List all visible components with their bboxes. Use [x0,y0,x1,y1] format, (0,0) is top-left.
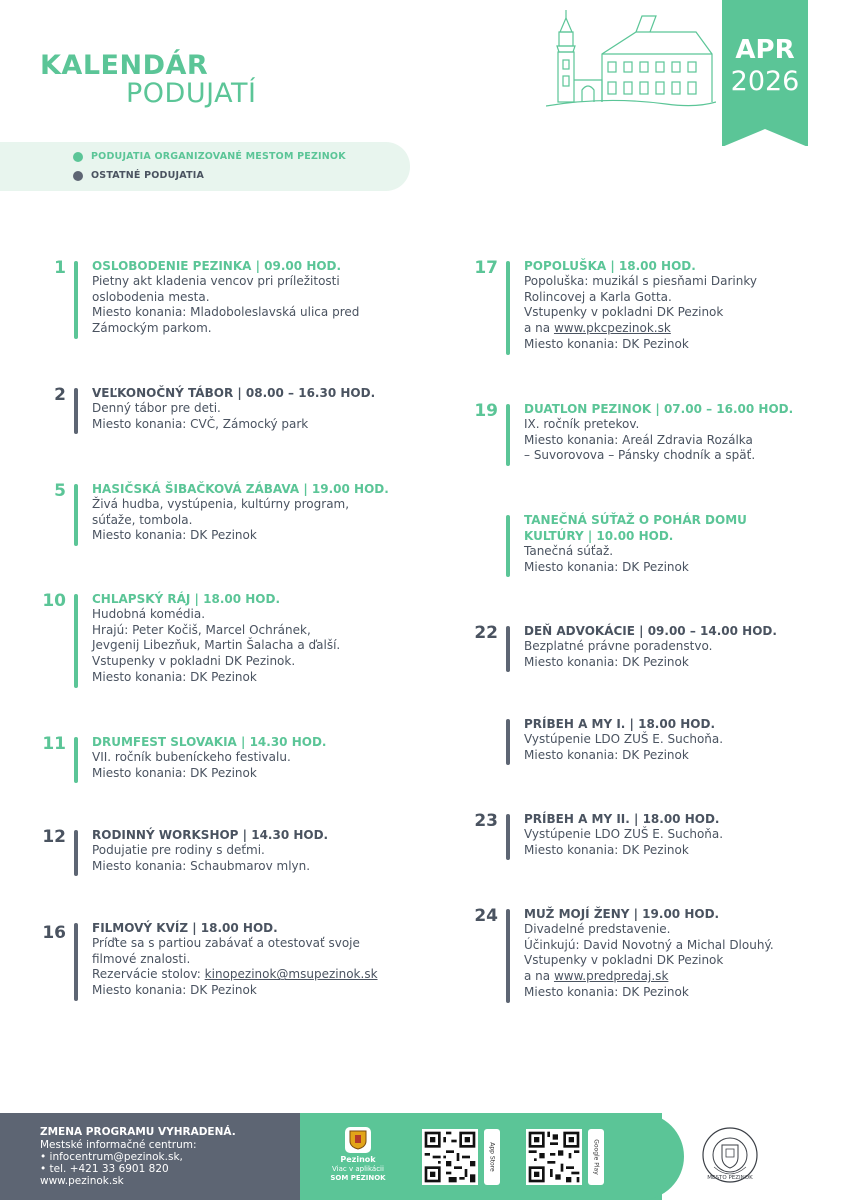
event-day: 2 [54,385,66,405]
app-line-1: Viac v aplikácii [332,1165,384,1173]
event-day: 12 [42,827,66,847]
event-line: Miesto konania: DK Pezinok [92,528,257,543]
event-line: Vstupenky v pokladni DK Pezinok [524,953,724,968]
google-play-label: Google Play [592,1139,600,1175]
event-title: MUŽ MOJÍ ŽENY | 19.00 HOD. [524,907,720,921]
event-body [92,591,340,686]
event-line: Miesto konania: Mladoboleslavská ulica pred [92,305,360,320]
legend-label-organized: PODUJATIA ORGANIZOVANÉ MESTOM PEZINOK [91,151,346,162]
web-link[interactable]: www.predpredaj.sk [553,969,669,984]
qr-code-app-store[interactable] [422,1129,478,1185]
legend-box [0,142,410,191]
event-title-cont: KULTÚRY | 10.00 HOD. [524,529,674,543]
event-bar [506,261,510,355]
event-title: VEĽKONOČNÝ TÁBOR | 08.00 – 16.30 HOD. [92,386,376,400]
event-line: Miesto konania: DK Pezinok [92,983,257,998]
event-line: Hudobná komédia. [92,607,206,621]
event-bar [74,594,78,688]
event-bar [506,515,510,577]
link-prefix: a na [524,969,554,984]
event-title: HASIČSKÁ ŠIBAČKOVÁ ZÁBAVA | 19.00 HOD. [92,482,389,496]
month-year: 2026 [730,66,800,97]
legend-item-organized [73,151,346,162]
footer-web[interactable]: www.pezinok.sk [40,1175,124,1187]
event-title: CHLAPSKÝ RÁJ | 18.00 HOD. [92,592,281,606]
event-body [92,258,359,337]
event-line: Zámockým parkom. [92,321,212,336]
event-day: 23 [474,811,498,831]
event-bar [74,484,78,546]
event-line: Miesto konania: DK Pezinok [524,984,689,999]
event-bar [74,830,78,876]
event-day: 24 [474,906,498,926]
event-day: 22 [474,623,498,643]
event-title: PRÍBEH A MY I. | 18.00 HOD. [524,717,715,731]
event-line: VII. ročník bubeníckeho festivalu. [92,750,291,764]
app-store-label: App Store [488,1142,496,1172]
event-day: 19 [474,401,498,421]
event-line: Vstupenky v pokladni DK Pezinok. [92,654,296,669]
footer-contact [0,1113,300,1200]
gray-dot-icon [73,171,83,181]
event-line: Miesto konania: Areál Zdravia Rozálka [524,432,753,447]
web-link[interactable]: www.pkcpezinok.sk [553,321,671,336]
event-bar [74,388,78,434]
event-line: Rolincovej a Karla Gotta. [524,289,672,304]
page-title [40,52,256,108]
event-line: Vystúpenie LDO ZUŠ E. Suchoňa. [524,732,724,746]
event-line: Denný tábor pre deti. [92,401,221,415]
event-bar [74,923,78,1001]
title-line-2: PODUJATÍ [126,78,257,109]
email-link[interactable]: kinopezinok@msupezinok.sk [204,967,378,982]
google-play-badge[interactable] [588,1129,604,1185]
event-bar [506,909,510,1003]
footer-phone[interactable]: • tel. +421 33 6901 820 [40,1163,169,1175]
event-line: Jevgenij Libezňuk, Martin Šalacha a ďalší. [92,638,341,653]
event-line: Miesto konania: DK Pezinok [524,747,689,762]
month-tab [722,0,808,146]
event-line: oslobodenia mesta. [92,289,210,304]
event-body [524,811,723,858]
town-hall-illustration [546,10,716,110]
event-line-link [92,967,378,983]
app-name: Pezinok [340,1155,376,1164]
event-line: Miesto konania: CVČ, Zámocký park [92,416,309,431]
event-line: Tanečná súťaž. [524,544,614,558]
event-line: Hrajú: Peter Kočiš, Marcel Ochránek, [92,622,311,637]
event-title: TANEČNÁ SÚŤAŽ O POHÁR DOMU [524,513,747,527]
event-day: 11 [42,734,66,754]
event-title: DUATLON PEZINOK | 07.00 – 16.00 HOD. [524,402,794,416]
event-bar [506,719,510,765]
month-name: APR [735,35,795,65]
green-dot-icon [73,152,83,162]
event-day: 17 [474,258,498,278]
event-body [92,734,326,781]
event-line: Vystúpenie LDO ZUŠ E. Suchoňa. [524,827,724,841]
event-title: PRÍBEH A MY II. | 18.00 HOD. [524,812,720,826]
event-line: Miesto konania: DK Pezinok [524,336,689,351]
event-day: 1 [54,258,66,278]
link-prefix: a na [524,321,554,336]
event-body [524,512,747,575]
event-bar [74,261,78,339]
event-body [524,258,757,353]
event-line: Divadelné predstavenie. [524,922,671,936]
event-day: 5 [54,481,66,501]
event-title: RODINNÝ WORKSHOP | 14.30 HOD. [92,828,329,842]
event-title: DRUMFEST SLOVAKIA | 14.30 HOD. [92,735,327,749]
event-line-link [524,321,757,337]
event-bar [506,404,510,466]
event-body [524,623,777,670]
footer-info: Mestské informačné centrum: [40,1139,197,1151]
event-bar [506,814,510,860]
legend-label-other: OSTATNÉ PODUJATIA [91,170,205,181]
seal-text: MESTO PEZINOK [707,1175,753,1181]
app-promo[interactable] [326,1127,390,1182]
event-title: OSLOBODENIE PEZINKA | 09.00 HOD. [92,259,342,273]
event-bar [506,626,510,672]
event-line: Vstupenky v pokladni DK Pezinok [524,305,724,320]
event-line: Miesto konania: DK Pezinok [92,669,257,684]
event-body [92,481,389,544]
footer-email[interactable]: • infocentrum@pezinok.sk, [40,1151,183,1163]
event-line-link [524,969,774,985]
event-body [524,401,793,464]
city-seal-icon [702,1127,758,1183]
app-store-badge[interactable] [484,1129,500,1185]
event-line: filmové znalosti. [92,951,191,966]
event-day: 16 [42,923,66,943]
event-line: Miesto konania: Schaubmarov mlyn. [92,858,311,873]
event-line: – Suvorovova – Pánsky chodník a späť. [524,448,756,463]
event-day: 10 [42,591,66,611]
event-body [524,716,723,763]
event-line: Živá hudba, vystúpenia, kultúrny program, [92,497,350,511]
event-line: Miesto konania: DK Pezinok [524,559,689,574]
event-body [92,827,328,874]
event-body [92,385,375,432]
event-bar [74,737,78,783]
event-line: Popoluška: muzikál s piesňami Darinky [524,274,757,288]
event-line: Bezplatné právne poradenstvo. [524,639,713,653]
event-line: IX. ročník pretekov. [524,417,640,431]
event-line: súťaže, tombola. [92,512,193,527]
footer-title: ZMENA PROGRAMU VYHRADENÁ. [40,1126,236,1138]
title-line-1: KALENDÁR [40,50,209,81]
event-title: FILMOVÝ KVÍZ | 18.00 HOD. [92,921,278,935]
event-line: Príďte sa s partiou zabávať a otestovať svoje [92,936,360,950]
legend-item-other [73,170,204,181]
app-logo-icon [345,1127,371,1153]
footer-app-band-cap [640,1113,684,1200]
event-line: Účinkujú: David Novotný a Michal Dlouhý. [524,937,774,952]
link-prefix: Rezervácie stolov: [92,967,205,982]
event-line: Miesto konania: DK Pezinok [524,654,689,669]
app-line-2: SOM PEZINOK [330,1173,386,1182]
event-line: Miesto konania: DK Pezinok [524,842,689,857]
event-title: DEŇ ADVOKÁCIE | 09.00 – 14.00 HOD. [524,624,777,638]
event-line: Podujatie pre rodiny s deťmi. [92,843,265,857]
event-line: Pietny akt kladenia vencov pri príležitosti [92,274,340,288]
event-body [92,920,378,999]
event-body [524,906,774,1001]
event-line: Miesto konania: DK Pezinok [92,765,257,780]
qr-code-google-play[interactable] [526,1129,582,1185]
event-title: POPOLUŠKA | 18.00 HOD. [524,259,696,273]
